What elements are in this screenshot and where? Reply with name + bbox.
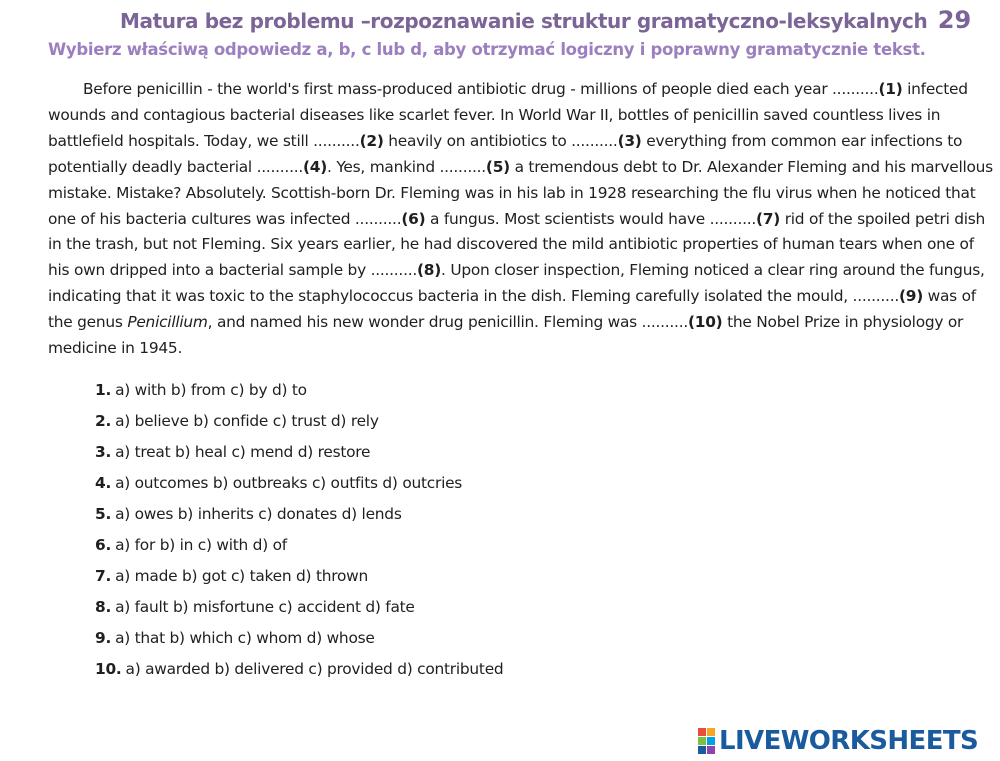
page-number: 29 [937, 6, 972, 34]
question-number: 9. [95, 629, 112, 647]
passage-line: Before penicillin - the world's first mass-produced antibiotic drug - millions of people died each year ..........(1) infected [83, 80, 968, 98]
question-options: a) outcomes b) outbreaks c) outfits d) outcries [115, 474, 463, 492]
question-number: 4. [95, 474, 112, 492]
question-options: a) for b) in c) with d) of [115, 536, 287, 554]
passage-line: the genus Penicillium, and named his new wonder drug penicillin. Fleming was ..........(10) the Nobel Prize in physiology or [48, 313, 964, 332]
question-item [95, 533, 795, 564]
passage-line: potentially deadly bacterial ..........(4). Yes, mankind ..........(5) a tremendous debt to Dr. Alexander Fleming and his marvellous [48, 157, 993, 176]
passage-line: mistake. Mistake? Absolutely. Scottish-born Dr. Fleming was in his lab in 1928 researching the flu virus when he noticed that [48, 183, 976, 202]
gap-marker-2: (2) [359, 131, 384, 150]
passage-line: medicine in 1945. [48, 339, 183, 358]
logo-tile [698, 746, 706, 754]
question-options: a) fault b) misfortune c) accident d) fate [115, 598, 415, 616]
question-number: 1. [95, 381, 112, 399]
question-number: 8. [95, 598, 112, 616]
question-item [95, 657, 795, 688]
question-number: 7. [95, 567, 112, 585]
gap-marker-4: (4) [303, 157, 328, 176]
question-item [95, 409, 795, 440]
gap-marker-10: (10) [687, 313, 723, 332]
page-header [120, 6, 990, 38]
gap-marker-8: (8) [417, 261, 442, 280]
question-options: a) with b) from c) by d) to [115, 381, 307, 399]
question-item [95, 595, 795, 626]
passage-line: one of his bacteria cultures was infected ..........(6) a fungus. Most scientists would have ..........(7) rid of the spoiled petri dish [48, 209, 986, 228]
question-item [95, 502, 795, 533]
reading-passage [48, 77, 993, 362]
gap-marker-9: (9) [898, 287, 924, 306]
logo-tile [698, 728, 706, 736]
question-options: a) that b) which c) whom d) whose [115, 629, 375, 647]
question-options: a) believe b) confide c) trust d) rely [115, 412, 379, 430]
gap-marker-1: (1) [878, 80, 903, 98]
question-options: a) owes b) inherits c) donates d) lends [115, 505, 402, 523]
question-options: a) treat b) heal c) mend d) restore [115, 443, 371, 461]
question-number: 2. [95, 412, 112, 430]
page-title: Matura bez problemu –rozpoznawanie struktur gramatyczno-leksykalnych [120, 9, 928, 33]
liveworksheets-logo-icon [698, 728, 715, 754]
logo-tile [698, 737, 706, 745]
question-item [95, 564, 795, 595]
liveworksheets-logo[interactable] [698, 726, 978, 756]
question-item [95, 378, 795, 409]
question-number: 3. [95, 443, 112, 461]
question-item [95, 626, 795, 657]
question-list [95, 378, 795, 688]
gap-marker-6: (6) [401, 209, 426, 228]
question-number: 10. [95, 660, 122, 678]
gap-marker-7: (7) [756, 209, 781, 228]
passage-line: battlefield hospitals. Today, we still ..........(2) heavily on antibiotics to ..........(3) everything from common ear infections to [48, 131, 963, 150]
question-options: a) made b) got c) taken d) thrown [115, 567, 368, 585]
logo-tile [707, 746, 715, 754]
question-item [95, 471, 795, 502]
passage-line: in the trash, but not Fleming. Six years earlier, he had discovered the mild antibiotic properties of human tears when one of [48, 235, 974, 254]
logo-tile [707, 737, 715, 745]
logo-tile [707, 728, 715, 736]
passage-line: indicating that it was toxic to the staphylococcus bacteria in the dish. Fleming carefully isolated the mould, ..........(9) was of [48, 287, 976, 306]
passage-line: wounds and contagious bacterial diseases like scarlet fever. In World War II, bottles of penicillin saved countless lives in [48, 105, 941, 124]
logo-wordmark: LIVEWORKSHEETS [719, 726, 979, 756]
question-item [95, 440, 795, 471]
question-number: 6. [95, 536, 112, 554]
gap-marker-3: (3) [617, 131, 642, 150]
exercise-instruction: Wybierz właściwą odpowiedz a, b, c lub d, aby otrzymać logiczny i poprawny gramatycznie tekst. [48, 40, 926, 59]
genus-name: Penicillium [127, 313, 208, 332]
question-options: a) awarded b) delivered c) provided d) contributed [125, 660, 504, 678]
passage-line: his own dripped into a bacterial sample by ..........(8). Upon closer inspection, Fleming noticed a clear ring around the fungus, [48, 261, 985, 280]
gap-marker-5: (5) [485, 157, 510, 176]
question-number: 5. [95, 505, 112, 523]
